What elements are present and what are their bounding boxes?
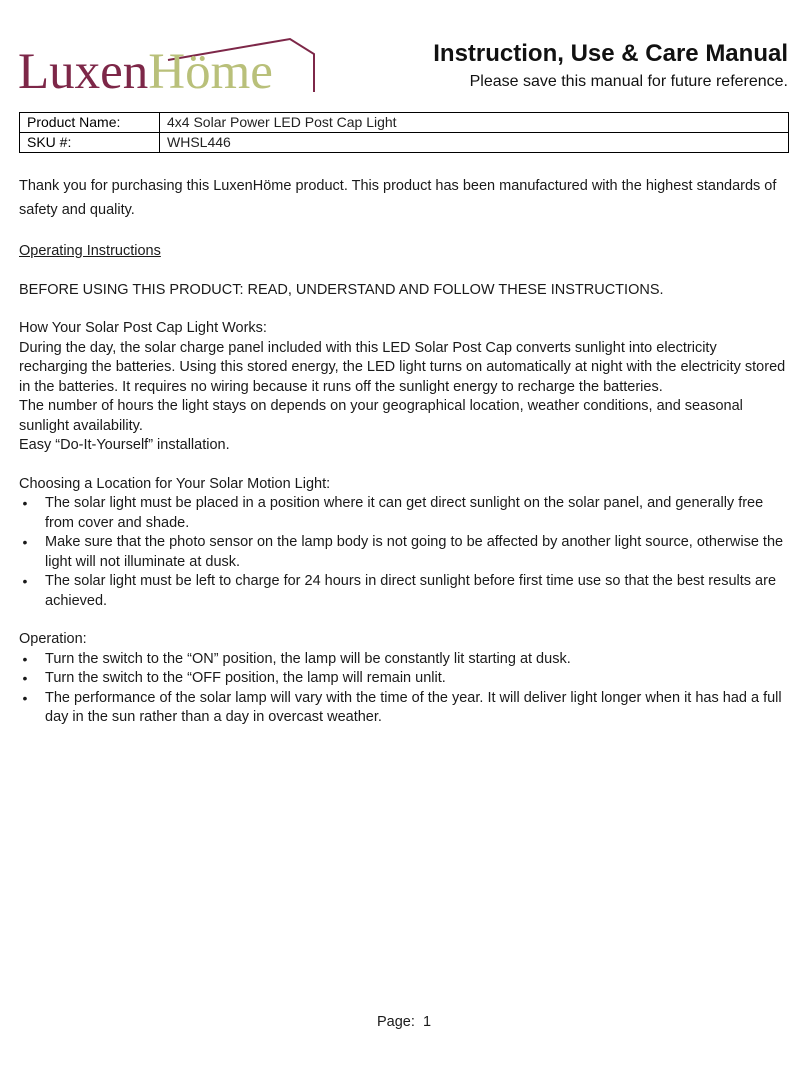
list-item-text: Turn the switch to the “ON” position, the lamp will be constantly lit starting at dusk. (45, 650, 571, 667)
sku-value: WHSL446 (160, 133, 789, 153)
page-number: 1 (422, 1014, 432, 1030)
bullet-icon: • (22, 670, 28, 686)
list-item-text: The performance of the solar lamp will vary with the time of the year. It will deliver light longer when it has had a full day in the sun rather than a day in overcast weather. (45, 689, 782, 725)
operation-heading: Operation: (19, 631, 87, 647)
list-item-text: The solar light must be placed in a position where it can get direct sunlight on the solar panel, and generally free from cover and shade. (45, 495, 764, 531)
brand-logo (18, 36, 318, 98)
list-item (19, 650, 789, 670)
table-row (20, 113, 789, 133)
list-item (19, 494, 789, 533)
manual-subtitle: Please save this manual for future reference. (469, 73, 788, 90)
page-number-footer (0, 1014, 808, 1030)
how-works-heading: How Your Solar Post Cap Light Works: (19, 320, 267, 336)
list-item-text: The solar light must be left to charge for 24 hours in direct sunlight before first time use so that the best results are achieved. (45, 573, 777, 609)
operation-list (19, 650, 789, 728)
product-info-table (19, 112, 789, 153)
list-item (19, 572, 789, 611)
location-heading: Choosing a Location for Your Solar Motion Light: (19, 475, 331, 492)
warning-text: BEFORE USING THIS PRODUCT: READ, UNDERSTAND AND FOLLOW THESE INSTRUCTIONS. (19, 281, 664, 298)
product-name-value: 4x4 Solar Power LED Post Cap Light (160, 113, 789, 133)
how-works-paragraph-2: The number of hours the light stays on depends on your geographical location, weather conditions, and seasonal sunlight availability. (19, 398, 743, 434)
bullet-icon: • (22, 495, 28, 511)
intro-paragraph: Thank you for purchasing this LuxenHöme product. This product has been manufactured with the highest standards of safety and quality. (19, 178, 777, 218)
list-item (19, 689, 789, 728)
bullet-icon: • (22, 650, 28, 667)
logo-text-home: Höme (148, 44, 273, 100)
how-works-paragraph-1: During the day, the solar charge panel included with this LED Solar Post Cap converts sunlight into electricity recharging the batteries. Using this stored energy, the LED light turns on automatically at night with the electricity stored in the batteries. It requires no wiring because it runs off the sunlight energy to recharge the batteries. (19, 339, 786, 395)
table-row (20, 133, 789, 153)
sku-label: SKU #: (20, 133, 160, 153)
logo-text-luxen: Luxen (18, 44, 149, 100)
list-item (19, 533, 789, 572)
product-name-label: Product Name: (20, 113, 160, 133)
manual-body (19, 174, 789, 728)
page-label: Page: (376, 1014, 415, 1030)
logo-wordmark (18, 44, 273, 100)
how-works-paragraph-3: Easy “Do-It-Yourself” installation. (19, 437, 230, 453)
bullet-icon: • (22, 573, 28, 589)
bullet-icon: • (22, 534, 28, 550)
location-list (19, 494, 789, 611)
operating-instructions-heading: Operating Instructions (19, 243, 161, 259)
list-item-text: Turn the switch to the “OFF position, the lamp will remain unlit. (45, 670, 446, 686)
list-item (19, 669, 789, 689)
manual-title: Instruction, Use & Care Manual (433, 40, 788, 67)
bullet-icon: • (22, 689, 28, 706)
list-item-text: Make sure that the photo sensor on the lamp body is not going to be affected by another light source, otherwise the light will not illuminate at dusk. (45, 534, 784, 570)
